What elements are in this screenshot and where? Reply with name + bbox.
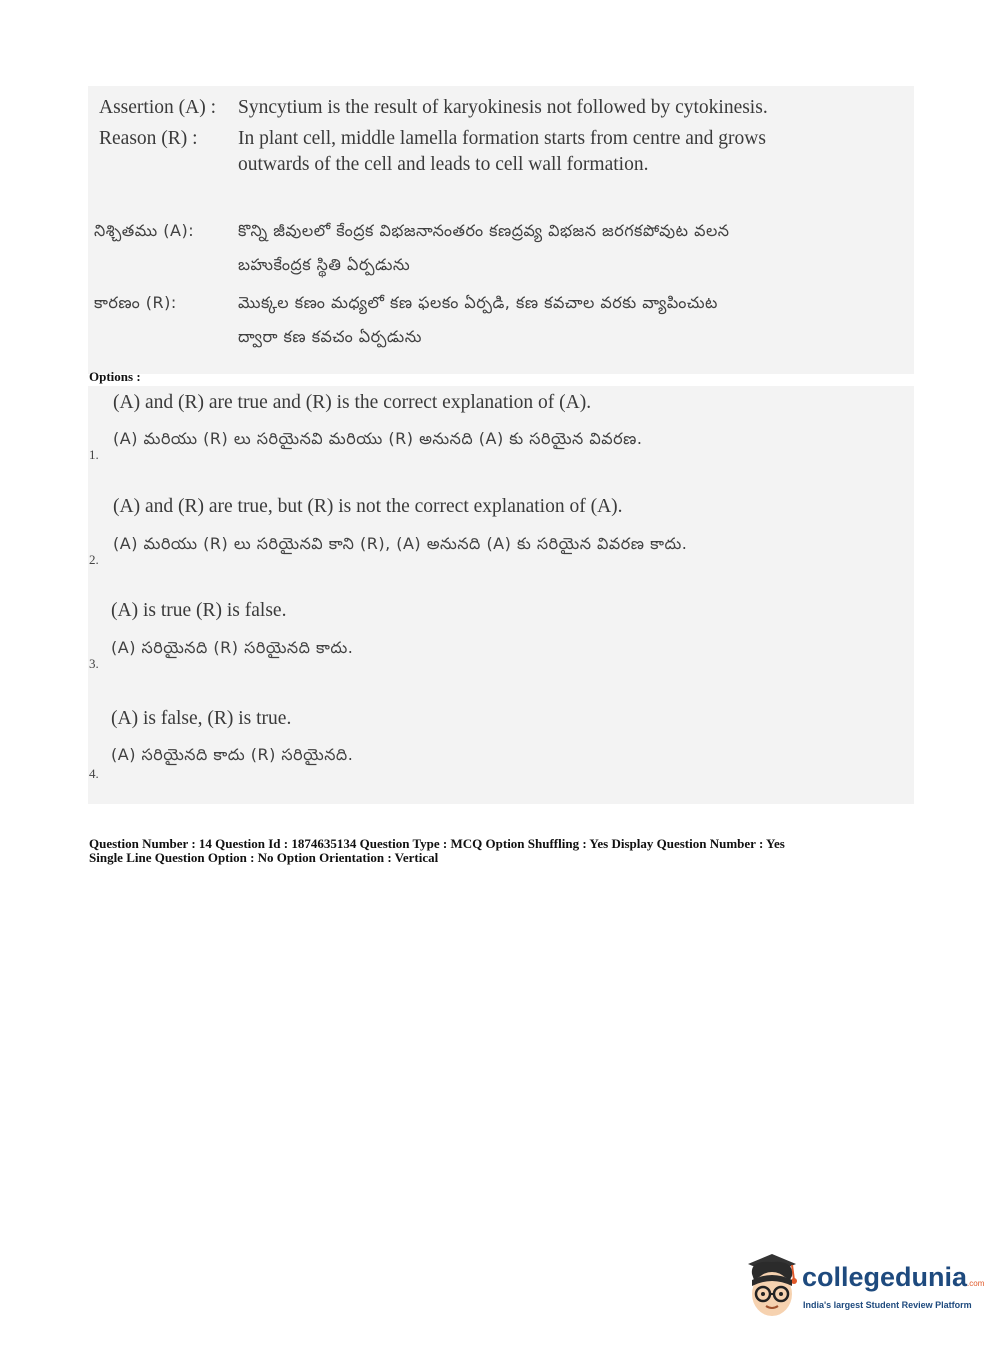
option-2-number: 2. <box>89 552 99 567</box>
logo-word-text: collegedunia <box>802 1262 968 1292</box>
option-2-en[interactable]: (A) and (R) are true, but (R) is not the correct explanation of (A). <box>113 496 623 517</box>
option-3-number: 3. <box>89 656 99 671</box>
reason-en-line1: In plant cell, middle lamella formation starts from centre and grows <box>238 128 766 149</box>
option-4-number: 4. <box>89 766 99 781</box>
reason-en-label: Reason (R) : <box>99 128 198 149</box>
option-1-te[interactable]: (A) మరియు (R) లు సరియైనవి మరియు (R) అనునది (A) కు సరియైన వివరణ. <box>113 429 643 448</box>
question-meta-line2: Single Line Question Option : No Option Orientation : Vertical <box>89 850 439 865</box>
assertion-en-text: Syncytium is the result of karyokinesis not followed by cytokinesis. <box>238 97 768 118</box>
option-4-te[interactable]: (A) సరియైనది కాదు (R) సరియైనది. <box>111 745 354 764</box>
assertion-te-label: నిశ్చితము (A): <box>94 221 195 240</box>
option-2-te[interactable]: (A) మరియు (R) లు సరియైనవి కాని (R), (A) అనునది (A) కు సరియైన వివరణ కాదు. <box>113 534 688 553</box>
reason-te-line2: ద్వారా కణ కవచం ఏర్పడును <box>238 327 422 346</box>
mascot-icon <box>742 1250 802 1320</box>
option-1-en[interactable]: (A) and (R) are true and (R) is the correct explanation of (A). <box>113 392 592 413</box>
assertion-te-line1: కొన్ని జీవులలో కేంద్రక విభజనానంతరం కణద్రవ్య విభజన జరగకపోవుట వలన <box>238 221 730 240</box>
options-label: Options : <box>89 369 141 384</box>
option-1-number: 1. <box>89 447 99 462</box>
reason-en-line2: outwards of the cell and leads to cell wall formation. <box>238 154 649 175</box>
option-3-te[interactable]: (A) సరియైనది (R) సరియైనది కాదు. <box>111 638 354 657</box>
question-meta-line1: Question Number : 14 Question Id : 1874635134 Question Type : MCQ Option Shuffling : Yes Display Question Number : Yes <box>89 836 785 851</box>
reason-te-line1: మొక్కల కణం మధ్యలో కణ ఫలకం ఏర్పడి, కణ కవచాల వరకు వ్యాపించుట <box>238 293 718 312</box>
logo-word-suffix: .com <box>967 1279 985 1288</box>
option-4-en[interactable]: (A) is false, (R) is true. <box>111 708 292 729</box>
logo-tagline: India's largest Student Review Platform <box>803 1300 972 1310</box>
option-3-en[interactable]: (A) is true (R) is false. <box>111 600 287 621</box>
reason-te-label: కారణం (R): <box>94 293 177 312</box>
logo-wordmark <box>802 1262 984 1293</box>
assertion-en-label: Assertion (A) : <box>99 97 216 118</box>
assertion-te-line2: బహుకేంద్రక స్థితి ఏర్పడును <box>238 255 411 274</box>
collegedunia-logo[interactable] <box>742 1250 985 1320</box>
